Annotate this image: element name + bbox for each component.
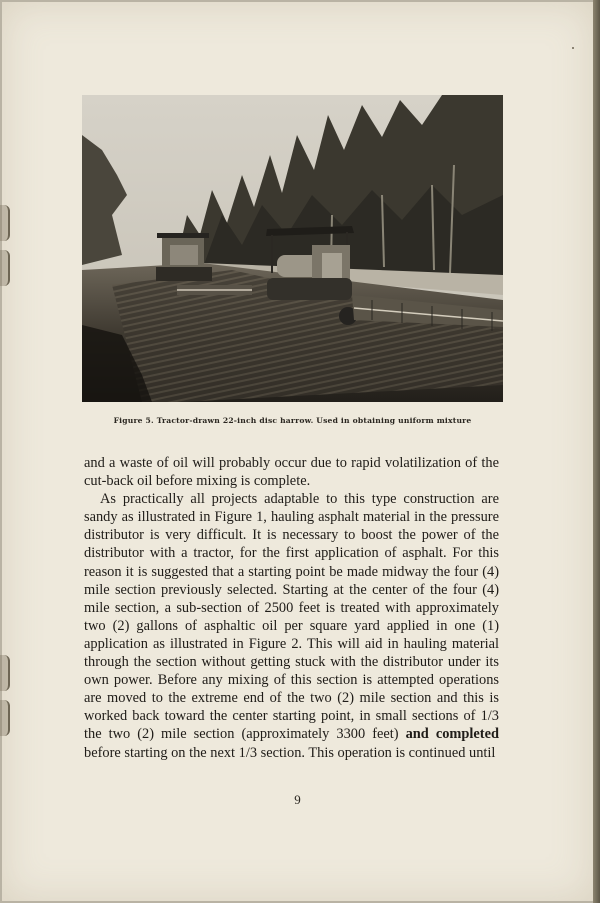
page-number: 9 bbox=[294, 792, 301, 807]
page-edge bbox=[593, 0, 600, 903]
binding-staple-bottom bbox=[0, 700, 10, 736]
tractor-photo-illustration bbox=[82, 95, 503, 402]
paragraph-1: and a waste of oil will probably occur due to rapid volatilization of the cut-back oil before mixing is complete. bbox=[84, 455, 499, 490]
figure-caption: Figure 5. Tractor-drawn 22-inch disc harrow. Used in obtaining uniform mixture bbox=[113, 416, 472, 425]
binding-staple-mid bbox=[0, 250, 10, 286]
paragraph-2-bold: and completed bbox=[405, 726, 499, 743]
figure-photo bbox=[82, 95, 503, 402]
binding-staple-top bbox=[0, 205, 10, 241]
paper-speck bbox=[572, 47, 574, 49]
paragraph-2-text: As practically all projects adaptable to this type construction are sandy as illustrated in Figure 1, hauling asphalt material in the pressure distributor is very difficult. It is necessary to boost the power of the distributor with a tractor, for the first application of asphalt. For this reason it is suggested that a starting point be made midway the four (4) mile section previously selected. Starting at the center of the four (4) mile section, a sub-section of 2500 feet is treated with approximately two (2) gallons of asphaltic oil per square yard applied in one (1) application as illustrated in Figure 2. This will aid in hauling material through the section without getting stuck with the distributor under its own power. Before any mixing of this section is attempted operations are moved to the extreme end of the two (2) mile section and this is worked back toward the center starting point, in small sections of 1/3 the two (2) mile section (approximately 3300 feet) bbox=[84, 491, 499, 743]
body-text bbox=[84, 454, 499, 762]
paragraph-2 bbox=[84, 490, 499, 761]
binding-staple-low bbox=[0, 655, 10, 691]
paragraph-2-end: before starting on the next 1/3 section. This operation is continued until bbox=[84, 744, 496, 761]
book-page bbox=[2, 2, 593, 901]
